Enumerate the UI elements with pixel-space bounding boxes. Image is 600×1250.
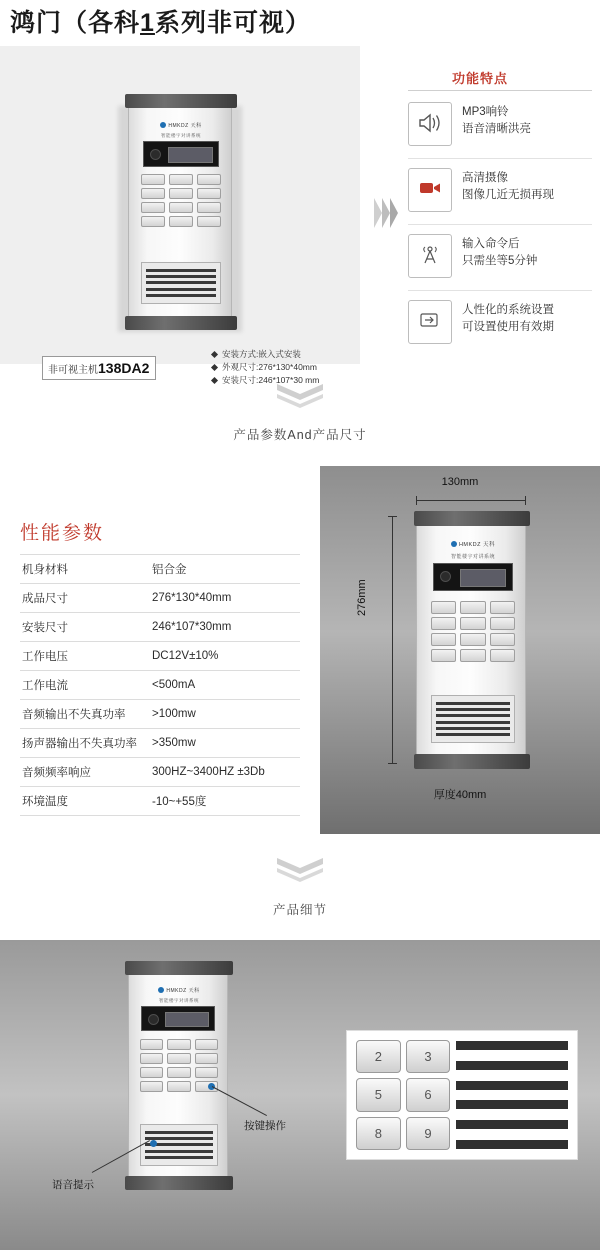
speaker-slat <box>146 281 216 284</box>
keypad-key[interactable] <box>460 617 485 630</box>
detail-key[interactable]: 6 <box>406 1078 451 1111</box>
feature-line1: MP3响铃 <box>462 106 509 118</box>
param-key: 音频频率响应 <box>20 758 150 787</box>
detail-key[interactable]: 9 <box>406 1117 451 1150</box>
model-label-box <box>42 356 156 380</box>
param-value: 246*107*30mm <box>150 613 300 642</box>
performance-table <box>20 554 300 816</box>
device-sub-label: 智能楼宇对讲系统 <box>161 133 201 138</box>
device-illustration-details <box>128 968 228 1183</box>
feature-line1: 输入命令后 <box>462 238 520 250</box>
keypad-key[interactable] <box>460 633 485 646</box>
speaker-slat <box>145 1156 213 1159</box>
keypad-key[interactable] <box>167 1081 190 1092</box>
feature-line1: 人性化的系统设置 <box>462 304 554 316</box>
device-keypad <box>141 174 221 227</box>
device-keypad <box>431 601 515 662</box>
speaker-slat <box>456 1061 568 1070</box>
device-keypad <box>140 1039 218 1092</box>
callout-dot-voice <box>150 1140 157 1147</box>
keypad-key[interactable] <box>195 1039 218 1050</box>
keypad-key[interactable] <box>197 188 221 199</box>
keypad-key[interactable] <box>197 202 221 213</box>
brand-name: 鸿门 <box>10 9 63 37</box>
install-spec-item: 安装方式:嵌入式安装 <box>212 348 362 361</box>
title-suffix: 系列非可视） <box>154 9 311 37</box>
device-cap-bottom <box>414 754 530 769</box>
speaker-slat <box>146 288 216 291</box>
divider-chevron-1 <box>0 382 600 413</box>
speaker-slat <box>436 733 510 736</box>
arrow-right-icon <box>374 196 400 235</box>
keypad-key[interactable] <box>490 633 515 646</box>
param-value: >100mw <box>150 700 300 729</box>
features-divider <box>408 90 592 91</box>
param-key: 音频输出不失真功率 <box>20 700 150 729</box>
speaker-icon <box>408 102 452 146</box>
device-brand-label: HMKDZ 天科 <box>141 987 217 995</box>
camera-icon <box>148 1014 159 1025</box>
device-screen <box>433 563 513 591</box>
device-screen <box>141 1006 215 1031</box>
keypad-key[interactable] <box>197 216 221 227</box>
keypad-key[interactable] <box>140 1039 163 1050</box>
speaker-slat <box>456 1041 568 1050</box>
table-row <box>20 584 300 613</box>
camera-icon <box>408 168 452 212</box>
lcd-display <box>460 569 506 587</box>
device-cap-bottom <box>125 1176 233 1190</box>
feature-line2: 只需坐等5分钟 <box>462 255 538 267</box>
param-key: 扬声器输出不失真功率 <box>20 729 150 758</box>
keypad-key[interactable] <box>169 202 193 213</box>
brand-dot-icon <box>160 122 166 128</box>
feature-line2: 图像几近无损再现 <box>462 189 554 201</box>
device-brand-label: HMKDZ 天科 <box>433 541 513 549</box>
dimension-height-label: 276mm <box>356 579 368 616</box>
speaker-slat <box>146 275 216 278</box>
keypad-key[interactable] <box>431 649 456 662</box>
divider-caption-2: 产品细节 <box>272 903 327 917</box>
keypad-key[interactable] <box>431 633 456 646</box>
install-spec-item: 安装尺寸:246*107*30 mm <box>212 374 362 387</box>
param-key: 环境温度 <box>20 787 150 816</box>
detail-key[interactable]: 8 <box>356 1117 401 1150</box>
param-key: 机身材料 <box>20 555 150 584</box>
feature-item-camera <box>408 164 598 222</box>
table-row <box>20 613 300 642</box>
dimension-height-line <box>392 516 393 764</box>
feature-line2: 可设置使用有效期 <box>462 321 554 333</box>
param-value: -10~+55度 <box>150 787 300 816</box>
keypad-key[interactable] <box>490 649 515 662</box>
device-brand-label: HMKDZ 天科 <box>143 122 219 130</box>
brand-dot-icon <box>158 987 164 993</box>
device-panel <box>128 968 228 1183</box>
keypad-key[interactable] <box>167 1039 190 1050</box>
keypad-key[interactable] <box>490 617 515 630</box>
speaker-slat <box>456 1140 568 1149</box>
param-value: 276*130*40mm <box>150 584 300 613</box>
feature-item-settings <box>408 296 598 354</box>
device-panel <box>416 516 526 764</box>
divider-caption-1: 产品参数And产品尺寸 <box>233 428 367 442</box>
detail-key[interactable]: 3 <box>406 1040 451 1073</box>
table-row <box>20 555 300 584</box>
keypad-key[interactable] <box>460 601 485 614</box>
settings-icon <box>408 300 452 344</box>
detail-photo-inner <box>353 1037 571 1153</box>
device-speaker-grille <box>431 695 515 743</box>
param-value: DC12V±10% <box>150 642 300 671</box>
features-title: 功能特点 <box>452 71 509 86</box>
feature-separator <box>408 290 592 291</box>
param-key: 工作电流 <box>20 671 150 700</box>
lcd-display <box>165 1012 209 1027</box>
detail-key[interactable]: 5 <box>356 1078 401 1111</box>
camera-icon <box>440 571 451 582</box>
device-cap-top <box>125 961 233 975</box>
keypad-key[interactable] <box>140 1081 163 1092</box>
table-row <box>20 700 300 729</box>
device-cap-top <box>414 511 530 526</box>
feature-separator <box>408 224 592 225</box>
feature-text <box>462 302 600 336</box>
detail-keypad-closeup <box>353 1037 453 1153</box>
param-value: 铝合金 <box>150 555 300 584</box>
speaker-slat <box>436 714 510 717</box>
param-value: <500mA <box>150 671 300 700</box>
speaker-slat <box>456 1120 568 1129</box>
detail-photo <box>346 1030 578 1160</box>
callout-label-voice: 语音提示 <box>52 1179 94 1191</box>
table-row <box>20 671 300 700</box>
keypad-key[interactable] <box>195 1067 218 1078</box>
keypad-key[interactable] <box>141 188 165 199</box>
param-key: 成品尺寸 <box>20 584 150 613</box>
device-illustration-main <box>128 101 232 323</box>
feature-text <box>462 170 600 204</box>
device-speaker-grille <box>141 262 221 304</box>
keypad-key[interactable] <box>141 202 165 213</box>
device-sub-label: 智能楼宇对讲系统 <box>159 998 199 1003</box>
speaker-slat <box>436 721 510 724</box>
title-series: 1 <box>140 9 155 37</box>
speaker-slat <box>436 727 510 730</box>
keypad-key[interactable] <box>140 1067 163 1078</box>
feature-item-signal <box>408 230 598 288</box>
param-key: 工作电压 <box>20 642 150 671</box>
speaker-slat <box>145 1150 213 1153</box>
feature-text <box>462 236 600 270</box>
keypad-key[interactable] <box>195 1053 218 1064</box>
keypad-key[interactable] <box>490 601 515 614</box>
lcd-display <box>168 147 213 163</box>
table-row <box>20 729 300 758</box>
keypad-key[interactable] <box>141 216 165 227</box>
speaker-slat <box>456 1100 568 1109</box>
table-row <box>20 758 300 787</box>
keypad-key[interactable] <box>431 617 456 630</box>
keypad-key[interactable] <box>140 1053 163 1064</box>
device-panel <box>128 101 232 323</box>
model-number: 138DA2 <box>98 360 150 376</box>
keypad-key[interactable] <box>167 1053 190 1064</box>
param-key: 安装尺寸 <box>20 613 150 642</box>
camera-icon <box>150 149 161 160</box>
divider-chevron-2 <box>0 856 600 887</box>
table-row <box>20 642 300 671</box>
title-prefix: （各科 <box>62 9 141 37</box>
performance-title: 性能参数 <box>20 523 105 544</box>
speaker-slat <box>146 269 216 272</box>
keypad-key[interactable] <box>169 174 193 185</box>
speaker-slat <box>436 702 510 705</box>
keypad-key[interactable] <box>197 174 221 185</box>
detail-key[interactable]: 2 <box>356 1040 401 1073</box>
feature-separator <box>408 158 592 159</box>
dimension-width-label: 130mm <box>441 476 479 488</box>
table-row <box>20 787 300 816</box>
keypad-key[interactable] <box>169 188 193 199</box>
brand-dot-icon <box>451 541 457 547</box>
dimension-width-line <box>416 500 526 501</box>
keypad-key[interactable] <box>169 216 193 227</box>
feature-line1: 高清摄像 <box>462 172 508 184</box>
device-illustration-dimensions <box>416 516 526 764</box>
product-details-section <box>0 940 600 1250</box>
speaker-slat <box>146 294 216 297</box>
detail-speaker-closeup <box>453 1037 571 1153</box>
model-caption: 非可视主机 <box>48 365 98 376</box>
install-spec-item: 外观尺寸:276*130*40mm <box>212 361 362 374</box>
speaker-slat <box>145 1131 213 1134</box>
speaker-slat <box>436 708 510 711</box>
callout-label-keys: 按键操作 <box>244 1120 286 1132</box>
keypad-key[interactable] <box>141 174 165 185</box>
keypad-key[interactable] <box>167 1067 190 1078</box>
device-screen <box>143 141 219 167</box>
feature-item-mp3 <box>408 98 598 156</box>
device-sub-label: 智能楼宇对讲系统 <box>450 554 495 560</box>
device-cap-top <box>125 94 237 108</box>
product-overview-section <box>0 46 600 385</box>
speaker-slat <box>456 1081 568 1090</box>
page-title <box>10 0 600 46</box>
param-value: >350mw <box>150 729 300 758</box>
keypad-key[interactable] <box>431 601 456 614</box>
page-header <box>0 0 600 46</box>
keypad-key[interactable] <box>460 649 485 662</box>
device-cap-bottom <box>125 316 237 330</box>
dimension-depth-label: 厚度40mm <box>433 789 487 801</box>
signal-icon <box>408 234 452 278</box>
feature-text <box>462 104 600 138</box>
feature-line2: 语音清晰洪亮 <box>462 123 531 135</box>
specs-section <box>0 466 600 834</box>
param-value: 300HZ~3400HZ ±3Db <box>150 758 300 787</box>
